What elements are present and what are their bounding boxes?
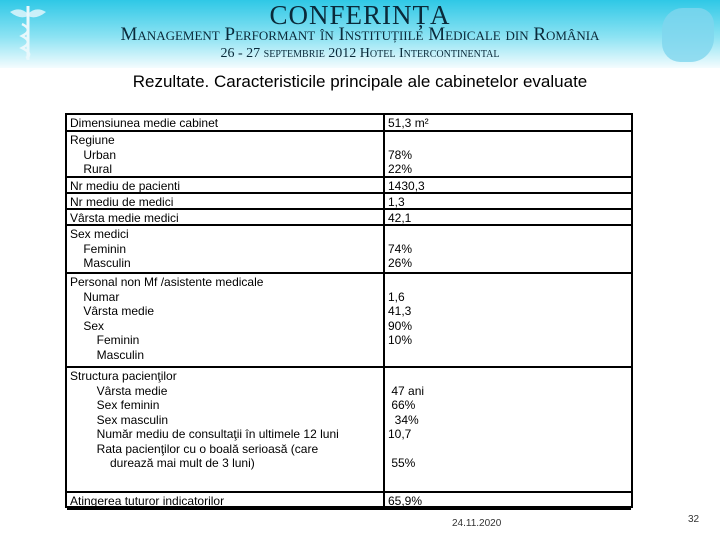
results-table: [65, 113, 633, 508]
column-divider: [383, 115, 385, 506]
row-value: 47 ani 66% 34% 10,7 55%: [388, 383, 425, 470]
table-row: [67, 226, 631, 274]
romania-map-icon: [662, 8, 714, 62]
table-row: [67, 178, 631, 194]
page-number: 32: [688, 514, 700, 525]
slide-title: Rezultate. Caracteristicile principale ale cabinetelor evaluate: [132, 72, 588, 91]
row-label: Structura pacienţilor Vârsta medie Sex feminin Sex masculin Număr mediu de consultaţii în ultimele 12 luni Rata pacienţilor cu o boală serioasă (care durează mai mult de 3 luni): [70, 369, 339, 470]
row-label: Vârsta medie medici: [70, 211, 179, 225]
row-value: 78% 22%: [388, 147, 413, 176]
row-value: 1430,3: [388, 179, 425, 193]
table-row: [67, 493, 631, 510]
row-value: 74% 26%: [388, 241, 413, 270]
row-label: Nr mediu de medici: [70, 195, 174, 209]
banner-title: CONFERINȚA: [269, 0, 451, 30]
row-label: Personal non Mf /asistente medicale Numar Vârsta medie Sex Feminin Masculin: [70, 275, 264, 362]
row-label: Regiune Urban Rural: [70, 133, 117, 176]
table-row: [67, 115, 631, 132]
row-value: 42,1: [388, 211, 412, 225]
row-value: 51,3 m²: [388, 116, 429, 130]
table-row: [67, 194, 631, 210]
table-row: [67, 274, 631, 368]
table-row: [67, 368, 631, 493]
row-label: Sex medici Feminin Masculin: [70, 227, 131, 270]
footer-date: 24.11.2020: [452, 518, 502, 529]
row-value: 1,6 41,3 90% 10%: [388, 289, 413, 347]
row-value: 65,9%: [388, 494, 423, 508]
row-label: Atingerea tuturor indicatorilor: [70, 494, 225, 508]
table-row: [67, 210, 631, 226]
row-value: 1,3: [388, 195, 405, 209]
row-label: Nr mediu de pacienti: [70, 179, 181, 193]
banner-subtitle: Management Performant în Instituțiile Medicale din România: [120, 24, 600, 45]
banner-date-venue: 26 - 27 septembrie 2012 Hotel Intercontinental: [220, 46, 500, 61]
conference-banner: [0, 0, 720, 68]
row-label: Dimensiunea medie cabinet: [70, 116, 219, 130]
table-row: [67, 132, 631, 178]
